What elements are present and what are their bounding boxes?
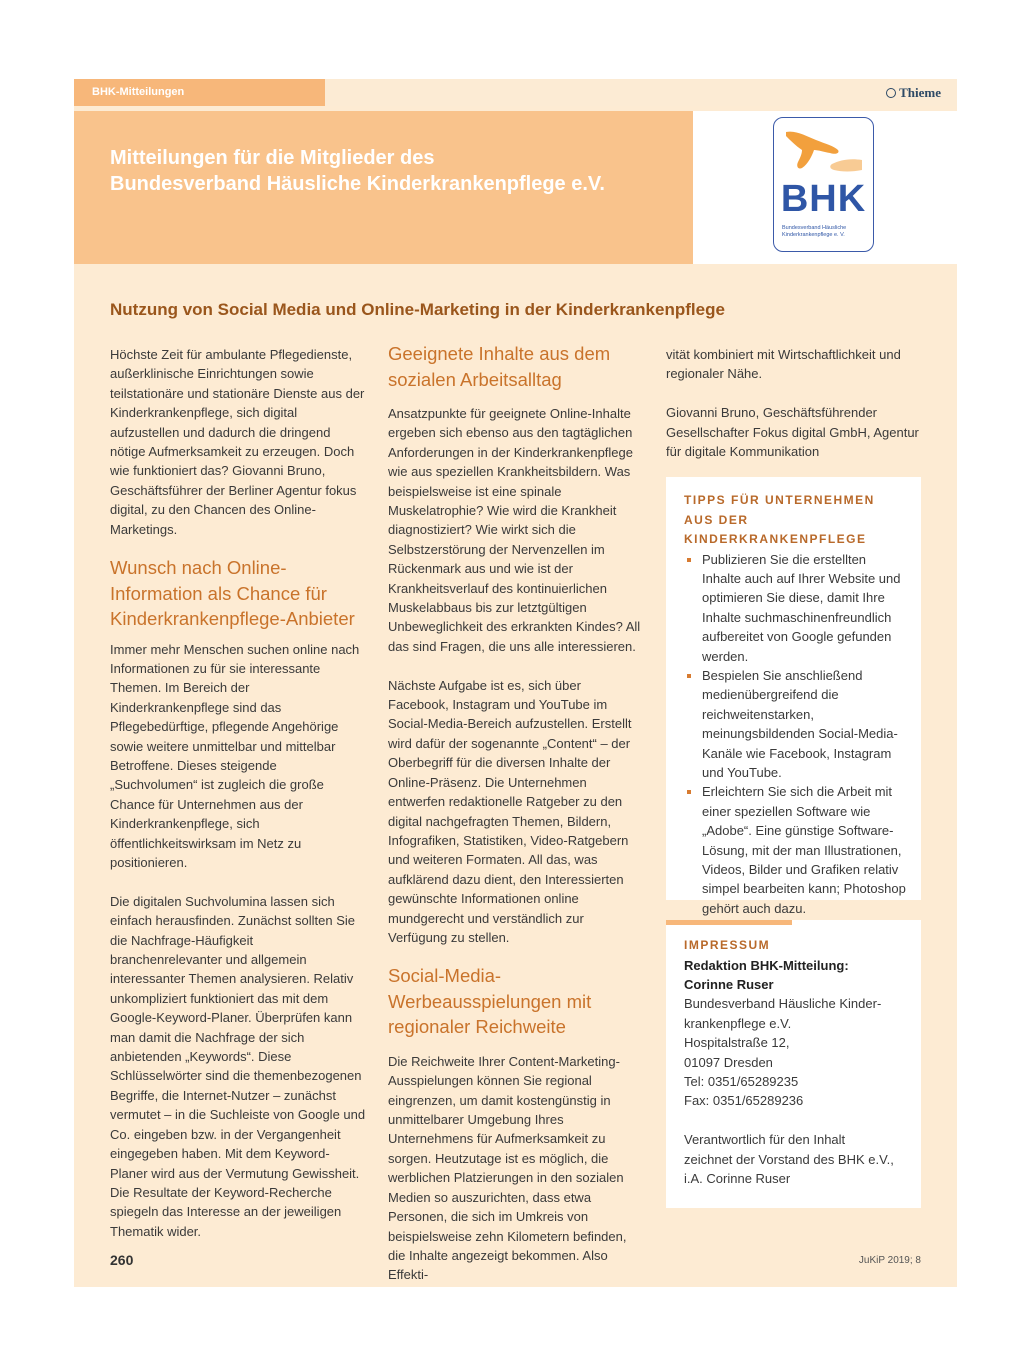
impressum-org-line1: Bundesverband Häusliche Kinder-: [684, 996, 882, 1012]
impressum-tel: Tel: 0351/65289235: [684, 1073, 799, 1089]
impressum-street: Hospitalstraße 12,: [684, 1035, 790, 1051]
section-label: BHK-Mitteilungen: [74, 79, 325, 106]
impressum-fax: Fax: 0351/65289236: [684, 1093, 804, 1109]
section-heading: Wunsch nach Online-Information als Chance für Kinderkrankenpflege-Anbieter: [110, 557, 355, 630]
logo-subtitle-line2: Kinderkrankenpflege e. V.: [782, 232, 845, 238]
logo-area: [693, 111, 957, 264]
column-2: [388, 341, 644, 1285]
impressum-accent-bar: [666, 920, 792, 925]
thieme-icon: [886, 88, 896, 98]
paragraph: Die Reichweite Ihrer Content-Marketing-Ausspielungen können Sie regional eingrenzen, um damit kostengünstig in unmittelbarer Umgebung Ihres Unternehmens für Aufmerksamkeit zu sorgen. Heutzutage ist es möglich, die werblichen Platzierungen in den sozialen Medien so auszurichten, dass etwa Personen, die sich im Umkreis von beispielsweise zehn Kilometern befinden, die Inhalte angezeigt bekommen. Also Effekti-: [388, 1053, 627, 1283]
paragraph: Die digitalen Suchvolumina lassen sich einfach herausfinden. Zunächst sollten Sie die Nachfrage-Häufigkeit branchenrelevanter und allgemein interessanter Themen analysieren. Relativ unkompliziert funktioniert das mit dem Google-Keyword-Planer. Überprüfen kann man damit die Nachfrage der sich anbietenden „Keywords“. Diese Schlüsselwörter sind die themenbezogenen Begriffe, die Internet-Nutzer – zunächst vermutet – in die Suchleiste von Google und Co. eingeben bzw. in der Vergangenheit eingegeben haben. Mit dem Keyword-Planer wird aus der Vermutung Gewissheit. Die Resultate der Keyword-Recherche spiegeln das Interesse an der jeweiligen Thematik wider.: [110, 893, 366, 1239]
column-1: [110, 345, 366, 1241]
paragraph: Immer mehr Menschen suchen online nach Informationen zu für sie interessante Themen. Im Bereich der Kinderkrankenpflege sind das Pflegebedürftige, pflegende Angehörige sowie weitere unmittelbar und mittelbar Betroffene. Dieses steigende „Suchvolumen“ ist zugleich die große Chance für Unternehmen aus der Kinderkrankenpflege, sich öffentlichkeitswirksam im Netz zu positionieren.: [110, 641, 360, 871]
paragraph: vität kombiniert mit Wirtschaftlichkeit und regionaler Nähe.: [666, 347, 901, 382]
banner-title: [110, 145, 680, 197]
tips-list: [684, 550, 906, 919]
impressum-editor-label: Redaktion BHK-Mitteilung:: [684, 957, 849, 973]
article-title: Nutzung von Social Media und Online-Marketing in der Kinderkrankenpflege: [110, 300, 725, 319]
impressum-city: 01097 Dresden: [684, 1054, 773, 1070]
section-heading: Social-Media-Werbeausspielungen mit regionaler Reichweite: [388, 965, 592, 1038]
banner: [74, 111, 693, 264]
impressum-org-line2: krankenpflege e.V.: [684, 1015, 792, 1031]
impressum-resp-line1: Verantwortlich für den Inhalt: [684, 1132, 846, 1148]
banner-title-line1: Mitteilungen für die Mitglieder des: [110, 147, 435, 169]
column-3: [666, 345, 922, 461]
tips-box: [666, 477, 921, 916]
intro-paragraph: Höchste Zeit für ambulante Pflegedienste, außerklinische Einrichtungen sowie teilstationäre und stationäre Dienste aus der Kinderkrankenpflege, sich digital aufzustellen und dadurch die dringend nötige Aufmerksamkeit zu erzeugen. Doch wie funktioniert das? Giovanni Bruno, Geschäftsführer der Berliner Agentur fokus digital, zu den Chancen des Online-Marketings.: [110, 347, 365, 537]
publisher-name: Thieme: [899, 85, 941, 100]
banner-title-line2: Bundesverband Häusliche Kinderkrankenpflege e.V.: [110, 173, 605, 195]
logo-text: BHK: [780, 178, 867, 220]
tips-item: Erleichtern Sie sich die Arbeit mit einer speziellen Software wie „Adobe“. Eine günstige Software-Lösung, mit der man Illustrationen, Videos, Bilder und Grafiken relativ simpel bearbeiten kann; Photoshop gehört auch dazu.: [684, 782, 906, 918]
hands-icon: [782, 126, 866, 176]
tips-item: Publizieren Sie die erstellten Inhalte auch auf Ihrer Website und optimieren Sie diese, damit Ihre Inhalte suchmaschinenfreundlich aufbereitet von Google gefunden werden.: [684, 550, 906, 666]
top-bar: [74, 79, 957, 106]
impressum-title: IMPRESSUM: [684, 938, 771, 952]
impressum-box: [666, 920, 921, 1208]
page: [74, 79, 957, 1287]
tips-title: TIPPS FÜR UNTERNEHMEN AUS DER KINDERKRANKENPFLEGE: [684, 493, 875, 546]
paragraph: Nächste Aufgabe ist es, sich über Facebook, Instagram und YouTube im Social-Media-Bereich aufzustellen. Erstellt wird dafür der sogenannte „Content“ – der Oberbegriff für die diversen Inhalte der Online-Präsenz. Die Unternehmen entwerfen redaktionelle Ratgeber zu den digital nachgefragten Themen, Bildern, Infografiken, Statistiken, Video-Ratgebern und weiteren Formaten. All das, was aufklärend dazu dient, den Interessierten gewünschte Informationen online mundgerecht und verständlich zur Verfügung zu stellen.: [388, 677, 632, 945]
impressum-resp-line2: zeichnet der Vorstand des BHK e.V.,: [684, 1151, 894, 1167]
bhk-logo: [773, 117, 874, 252]
section-heading: Geeignete Inhalte aus dem sozialen Arbeitsalltag: [388, 343, 611, 390]
logo-subtitle: [782, 225, 867, 239]
impressum-resp-line3: i.A. Corinne Ruser: [684, 1170, 791, 1186]
logo-subtitle-line1: Bundesverband Häusliche: [782, 225, 847, 231]
author-credit: Giovanni Bruno, Geschäftsführender Gesellschafter Fokus digital GmbH, Agentur für digitale Kommunikation: [666, 405, 919, 460]
page-number: 260: [110, 1252, 134, 1268]
impressum-editor-name: Corinne Ruser: [684, 976, 774, 992]
tips-item: Bespielen Sie anschließend medienübergreifend die reichweitenstarken, meinungsbildenden Social-Media-Kanäle wie Facebook, Instagram und YouTube.: [684, 666, 906, 782]
paragraph: Ansatzpunkte für geeignete Online-Inhalte ergeben sich ebenso aus den tagtäglichen Anforderungen in der Kinderkrankenpflege wie aus speziellen Krankheitsbildern. Was beispielsweise ist eine spinale Muskelatrophie? Wie wird die Krankheit diagnostiziert? Wie wirkt sich die Selbstzerstörung der Nervenzellen im Rückenmark aus und wie ist der Krankheitsverlauf des kontinuierlichen Muskelabbaus bis zur letztgültigen Unbeweglichkeit des erkrankten Kindes? All das sind Fragen, die uns alle interessieren.: [388, 406, 641, 654]
publisher-logo: [886, 79, 941, 106]
citation: JuKiP 2019; 8: [858, 1255, 921, 1266]
